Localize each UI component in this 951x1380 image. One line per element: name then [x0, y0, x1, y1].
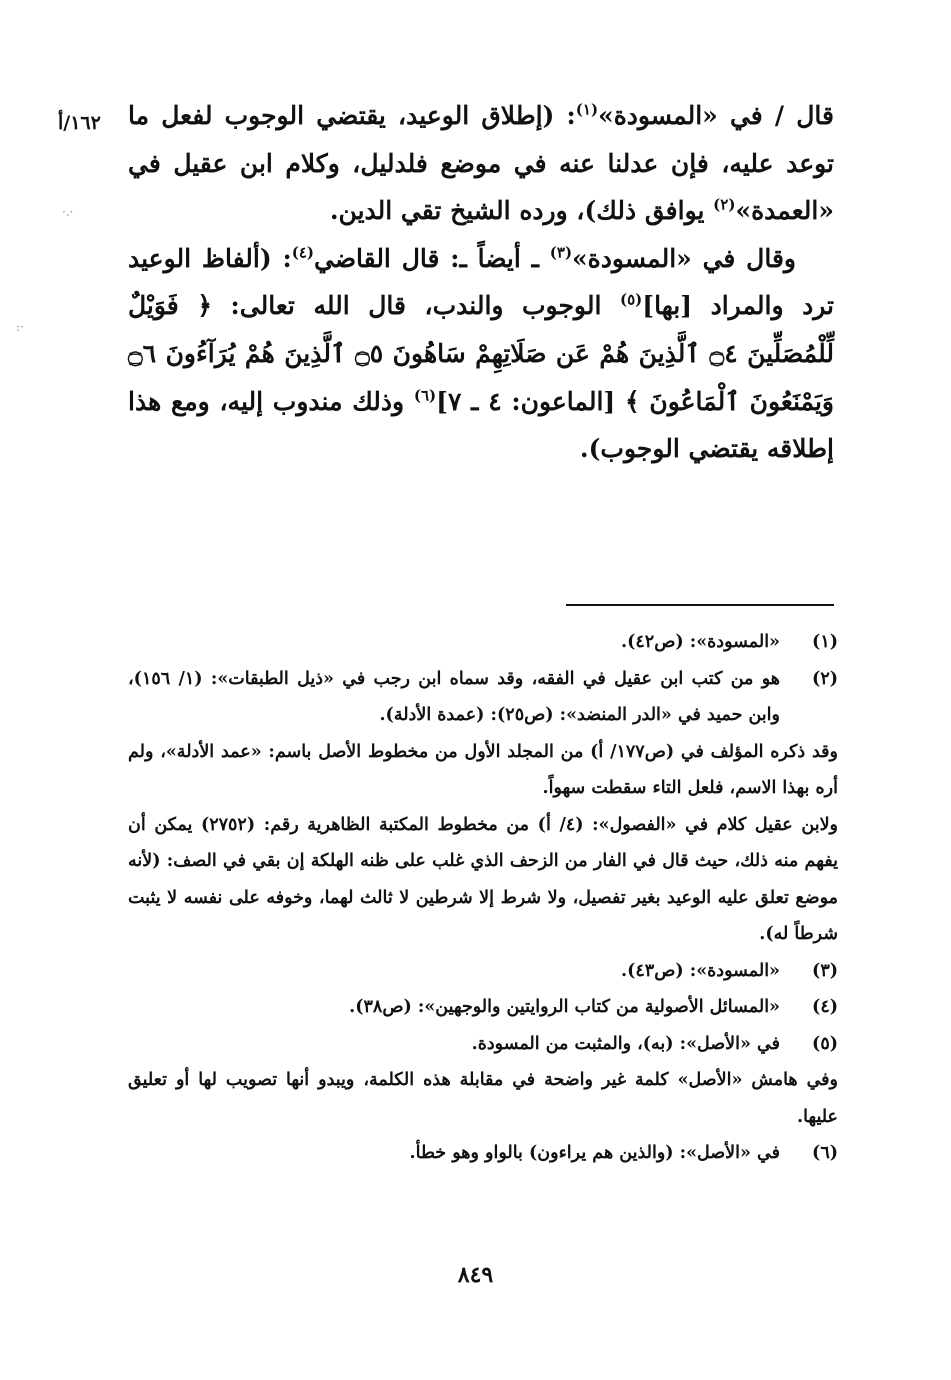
footnote-5-cont: [128, 1062, 838, 1135]
footnote-text: وقد ذكره المؤلف في (ص١٧٧/ أ) من المجلد الأول من مخطوط الأصل باسم: «عمد الأدلة»، ولم أره بهذا الاسم، فلعل التاء سقطت سهواً.: [128, 741, 839, 798]
p2-text-c: : (ألفاظ الوعيد ترد والمراد [بها]: [128, 243, 835, 321]
p2-text-f: وذلك مندوب إليه، ومع هذا إطلاقه يقتضي الوجوب).: [128, 386, 834, 464]
footnote-ref-5: (٥): [619, 291, 643, 310]
footnote-text: وفي هامش «الأصل» كلمة غير واضحة في مقابلة هذه الكلمة، ويبدو أنها تصويب لها أو تعليق عليها.: [128, 1070, 838, 1127]
footnote-2: [128, 661, 838, 734]
footnote-text: هو من كتب ابن عقيل في الفقه، وقد سماه ابن رجب في «ذيل الطبقات»: (١/ ١٥٦)، وابن حميد في «الدر المنضد»: (ص٢٥): (عمدة الأدلة).: [128, 668, 780, 725]
footnote-text: ولابن عقيل كلام في «الفصول»: (٤/ أ) من مخطوط المكتبة الظاهرية رقم: (٢٧٥٢) يمكن أن يفهم منه ذلك، حيث قال في الفار من الزحف الذي غلب على ظنه الهلكة إن بقي في الصف: (لأنه موضع تعلق عليه الوعيد بغير تفصيل، ولا شرط إلا شرطين لا ثالث لهما، وخوفه على نفسه لا يثبت شرطاً له).: [128, 814, 839, 944]
main-text: [128, 92, 834, 473]
margin-folio-note: ١٦٢/أ: [58, 112, 101, 134]
paragraph-2: [128, 235, 834, 473]
quran-verse: ﴿ فَوَيْلٌ لِّلْمُصَلِّينَ ۝٤ ٱلَّذِينَ هُمْ عَن صَلَاتِهِمْ سَاهُونَ ۝٥ ٱلَّذِينَ هُمْ يُرَآءُونَ ۝٦ وَيَمْنَعُونَ ٱلْمَاعُونَ ﴾: [128, 291, 834, 416]
footnote-text: في «الأصل»: (والذين هم يراءون) بالواو وهو خطأ.: [409, 1143, 780, 1163]
footnote-number: (٢): [812, 668, 838, 689]
footnote-2-cont-2: [128, 807, 838, 953]
footnote-ref-2: (٢): [713, 195, 736, 214]
footnote-text: «المسودة»: (ص٤٢).: [621, 632, 780, 652]
footnote-6: [128, 1135, 838, 1172]
footnote-ref-4: (٤): [291, 243, 314, 262]
footnote-3: [128, 953, 838, 990]
footnote-number: (١): [812, 632, 838, 652]
footnote-1: [128, 624, 838, 661]
footnote-separator: [566, 604, 834, 606]
verse-reference: [الماعون: ٤ ـ ٧]: [436, 386, 625, 416]
footnote-2-cont-1: [128, 734, 838, 807]
footnote-number: (٣): [812, 960, 838, 981]
page-number: ٨٤٩: [457, 1262, 494, 1288]
footnotes: [128, 624, 838, 1172]
footnote-number: (٦): [812, 1143, 838, 1163]
footnote-text: في «الأصل»: (به)، والمثبت من المسودة.: [471, 1033, 780, 1054]
footnote-ref-1: (١): [575, 100, 599, 119]
paragraph-1: [128, 92, 834, 235]
p2-text-d: الوجوب والندب، قال الله تعالى:: [211, 291, 620, 321]
footnote-5: [128, 1026, 838, 1063]
p2-text-b: ـ أيضاً ـ: قال القاضي: [313, 243, 550, 273]
footnote-text: «المسودة»: (ص٤٣).: [621, 960, 780, 981]
footnote-ref-3: (٣): [549, 243, 573, 262]
footnote-text: «المسائل الأصولية من كتاب الروايتين والوجهين»: (ص٣٨).: [349, 997, 780, 1017]
p1-text-c: يوافق ذلك)، ورده الشيخ تقي الدين.: [329, 196, 714, 226]
scan-speck: ·.·: [62, 205, 74, 219]
footnote-number: (٥): [812, 1033, 838, 1054]
scan-speck: :·: [16, 320, 24, 334]
footnote-4: [128, 989, 838, 1026]
footnote-number: (٤): [812, 997, 838, 1017]
p2-text-a: وقال في «المسودة»: [572, 243, 796, 273]
p1-text-b: : (إطلاق الوعيد، يقتضي الوجوب لفعل ما توعد عليه، فإن عدلنا عنه في موضع فلدليل، وكلام ابن عقيل في «العمدة»: [128, 101, 834, 226]
p1-text-a: قال / في «المسودة»: [598, 101, 834, 130]
footnote-ref-6: (٦): [413, 386, 437, 405]
